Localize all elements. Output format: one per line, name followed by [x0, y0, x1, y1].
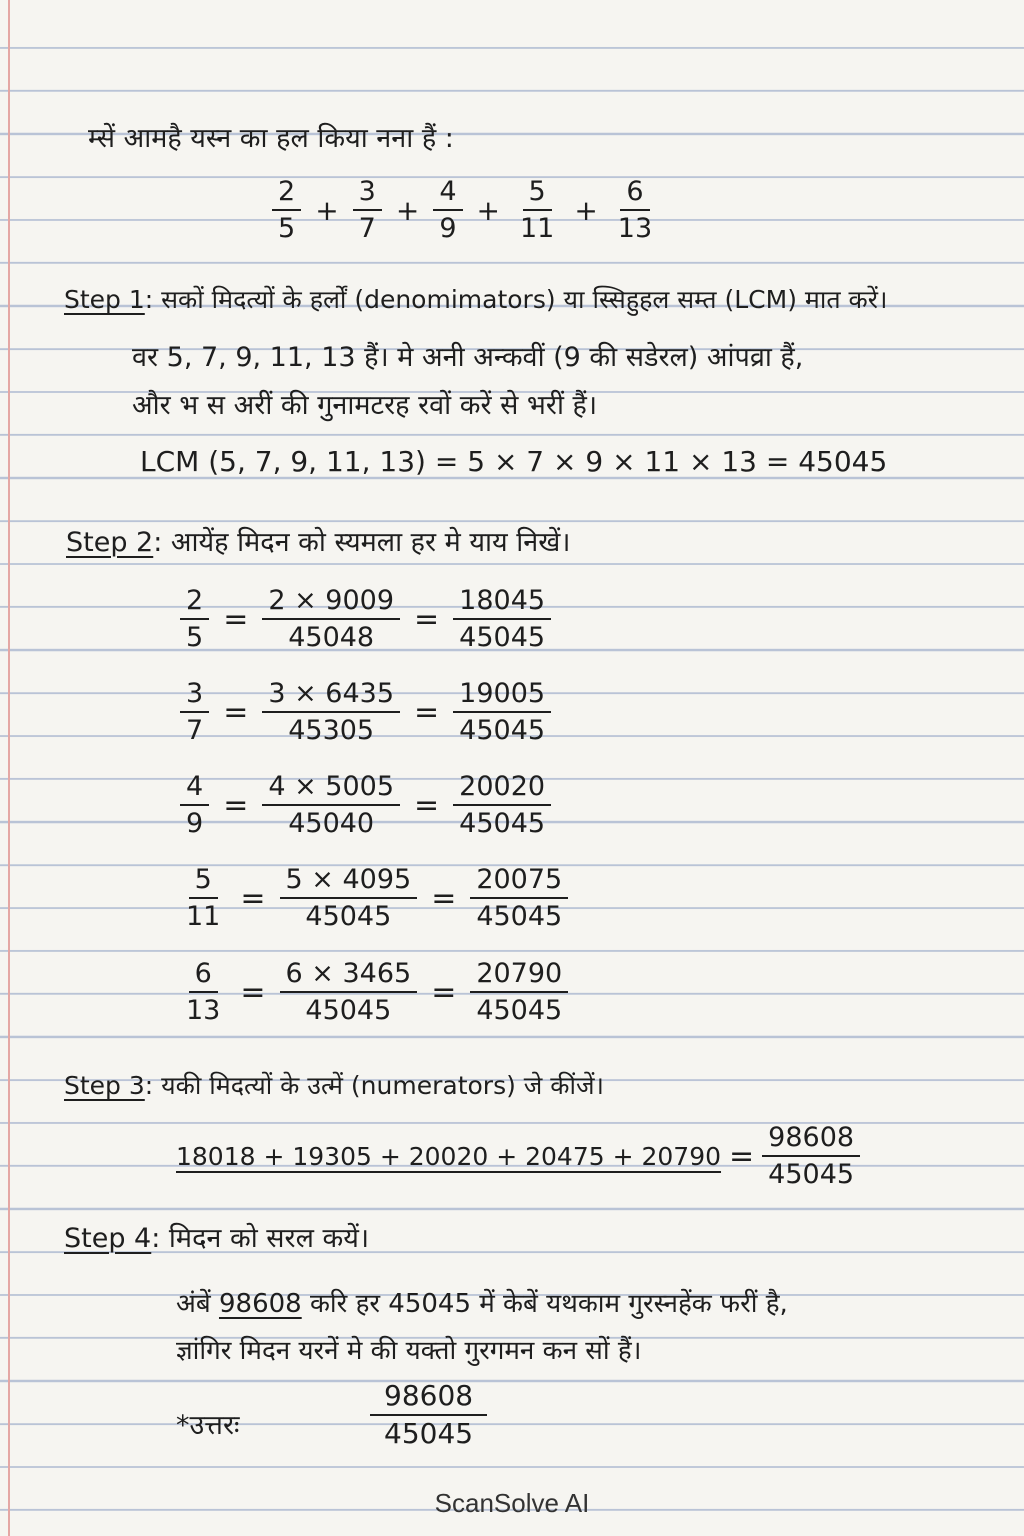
step2-heading	[66, 522, 571, 559]
step1-heading	[64, 282, 887, 316]
answer-label: *उत्तरः	[176, 1410, 240, 1441]
problem-fraction-2: $\frac{3}{7}$	[353, 176, 382, 244]
step1-label: Step 1	[64, 285, 145, 314]
step1-line3: और भ स अरीं की गुनामटरह रवों करें से भरीं हैं।	[132, 390, 598, 421]
problem-fraction-3: $\frac{4}{9}$	[433, 176, 462, 244]
step4-heading	[64, 1218, 369, 1255]
step4-label: Step 4	[64, 1223, 152, 1254]
plus-sign: +	[574, 193, 598, 227]
intro-text: म्सें आमहै यस्न का हल किया नना हैं :	[88, 123, 454, 154]
numerator-sum: 18018 + 19305 + 20020 + 20475 + 20790 = $\frac{98608}{45045}$	[176, 1122, 860, 1190]
conversion-row-1: $\frac{2}{5}$ = $\frac{2 \times 9009}{45048}$ = $\frac{18045}{45045}$	[180, 585, 551, 653]
step1-text: : सकों मिदत्यों के हर्लों (denomimators) या स्सिहुहल सम्त (LCM) मात करें।	[144, 285, 888, 314]
step2-label: Step 2	[66, 527, 154, 558]
margin-line	[8, 0, 10, 1536]
step4-line1: अंबें 98608 करि हर 45045 में केबें यथकाम गुरस्नहेंक फरीं है,	[176, 1289, 788, 1319]
conversion-row-2: $\frac{3}{7}$ = $\frac{3 \times 6435}{45305}$ = $\frac{19005}{45045}$	[180, 678, 551, 746]
watermark: ScanSolve AI	[434, 1488, 590, 1518]
step2-text: : आयेंह मिदन को स्यमला हर मे याय निखें।	[153, 527, 571, 558]
step4-text: : मिदन को सरल कयें।	[151, 1223, 370, 1254]
problem-fraction-1: $\frac{2}{5}$	[272, 176, 301, 244]
conversion-row-4: $\frac{5}{11}$ = $\frac{5 \times 4095}{45045}$ = $\frac{20075}{45045}$	[180, 864, 568, 932]
problem-expression	[272, 176, 658, 244]
conversion-row-5: $\frac{6}{13}$ = $\frac{6 \times 3465}{45045}$ = $\frac{20790}{45045}$	[180, 958, 568, 1026]
step3-label: Step 3	[64, 1071, 145, 1100]
step3-heading	[64, 1068, 604, 1102]
conversion-row-3: $\frac{4}{9}$ = $\frac{4 \times 5005}{45040}$ = $\frac{20020}{45045}$	[180, 771, 551, 839]
problem-fraction-5: $\frac{6}{13}$	[617, 176, 653, 245]
plus-sign: +	[395, 193, 420, 227]
step4-line2: ज्ञांगिर मिदन यरनें मे की यक्तो गुरगमन कन सों हैं।	[176, 1336, 642, 1366]
sum-result: $\frac{98608}{45045}$	[762, 1122, 860, 1190]
step1-line2: वर 5, 7, 9, 11, 13 हैं। मे अनी अन्कवीं (9 की सडेरल) आंपव्रा हैं,	[132, 342, 804, 373]
plus-sign: +	[476, 193, 500, 227]
numerator-highlight: 98608	[218, 1289, 302, 1319]
problem-fraction-4: $\frac{5}{11}$	[519, 176, 555, 245]
lcm-equation: LCM (5, 7, 9, 11, 13) = 5 × 7 × 9 × 11 × 13 = 45045	[140, 445, 888, 478]
answer-fraction: $\frac{98608}{45045}$	[370, 1380, 487, 1450]
step3-text: : यकी मिदत्यों के उत्में (numerators) जे कींजें।	[144, 1071, 604, 1100]
plus-sign: +	[315, 193, 339, 227]
sum-expression: 18018 + 19305 + 20020 + 20475 + 20790	[176, 1141, 722, 1171]
